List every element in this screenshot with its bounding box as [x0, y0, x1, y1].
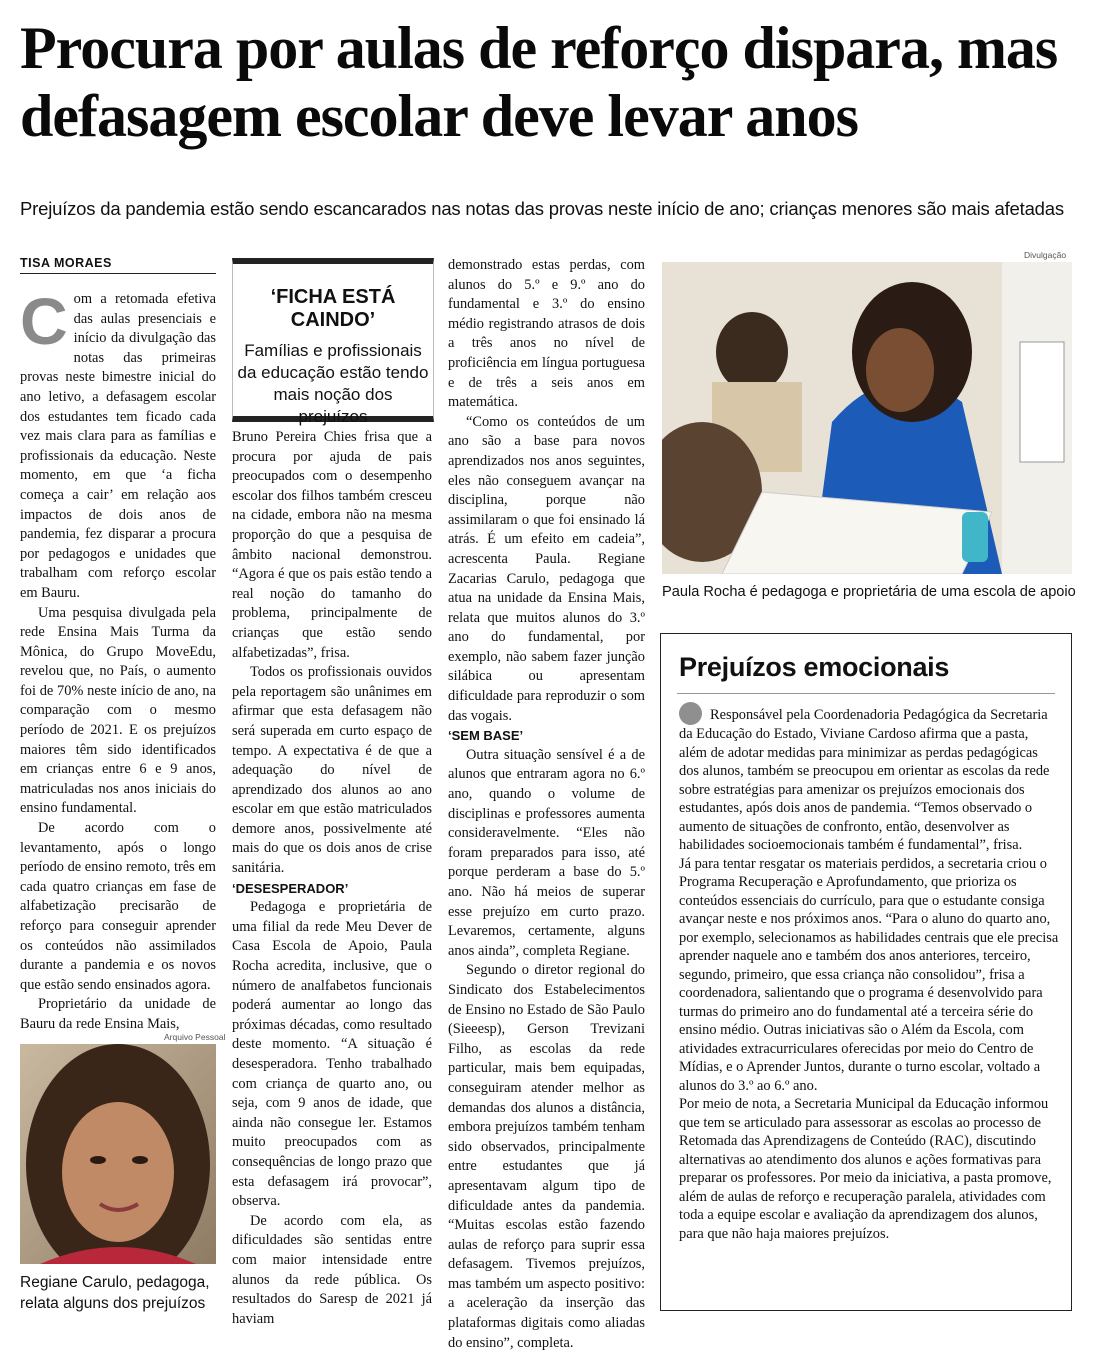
paragraph: Responsável pela Coordenadoria Pedagógica da Secretaria da Educação do Estado, Viviane Cardoso afirma que a pasta, além de adotar medidas para minimizar as perdas pedagógicas dos alunos, também se preocupou em orientar as escolas da rede sobre estratégias para amenizar os prejuízos emocionais dos estudantes, após dois anos de pandemia. “Temos observado o aumento de situações de confronto, então, desenvolver as habilidades socioemocionais também é fundamental”, frisa. — [679, 702, 1059, 855]
subheadline: Prejuízos da pandemia estão sendo escancarados nas notas das provas neste início de ano; crianças menores são mais afetadas — [20, 198, 1064, 219]
paragraph: demonstrado estas perdas, com alunos do 5.º e 9.º ano do fundamental e 3.º do ensino médio registrando atrasos de dois a três anos no nível de proficiência em língua portuguesa e de três a seis anos em matemática. — [448, 257, 645, 411]
portrait-photo-art — [20, 1044, 216, 1264]
paragraph: Bruno Pereira Chies frisa que a procura por ajuda de pais preocupados com o desempenho escolar dos filhos também cresceu na cidade, embora não na mesma proporção do que a pesquisa de âmbito nacional demonstrou. “Agora é que os pais estão tendo a real noção do tamanho do problema, principalmente de crianças que estão sendo alfabetizadas”, frisa. — [232, 429, 432, 661]
photo-credit: Divulgação — [1024, 250, 1067, 260]
sidebar-title: Prejuízos emocionais — [679, 652, 950, 682]
headline: Procura por aulas de reforço dispara, mas defasagem escolar deve levar anos — [20, 15, 1058, 149]
section-heading: ‘SEM BASE’ — [448, 728, 524, 744]
paragraph: Uma pesquisa divulgada pela rede Ensina Mais Turma da Mônica, do Grupo MoveEdu, revelou que, no País, o aumento foi de 70% neste início de ano, na comparação com o mesmo período de 2021. E os prejuízos maiores têm sido identificados em crianças entre 6 e 9 anos, matriculadas nos anos iniciais do ensino fundamental. — [20, 604, 216, 817]
article-column-2 — [232, 428, 432, 1329]
paragraph: Proprietário da unidade de Bauru da rede Ensina Mais, — [20, 996, 216, 1032]
paragraph: Outra situação sensível é a de alunos que entraram agora no 6.º ano, quando o volume de disciplinas e professores aumenta consideravelmente. “Eles não foram preparados para isso, até porque perderam a base do 5.º ano. Não há meios de superar esse prejuízo em curto prazo. Levaremos, certamente, alguns anos ainda”, completa Regiane. — [448, 746, 645, 959]
sidebar-box — [660, 633, 1072, 1311]
photo-caption: Paula Rocha é pedagoga e proprietária de uma escola de apoio — [662, 584, 1076, 600]
bullet-dot-icon — [679, 702, 702, 725]
article-column-1 — [20, 284, 216, 1035]
sidebar-text — [679, 702, 1059, 1243]
byline: TISA MORAES — [20, 256, 216, 274]
photo-caption: Regiane Carulo, pedagoga, relata alguns dos prejuízos — [20, 1274, 210, 1312]
paragraph: Todos os profissionais ouvidos pela reportagem são unânimes em afirmar que esta defasagem não será superada em curto espaço de tempo. A expectativa é de que a adequação do nível de aprendizado dos alunos ao ano escolar em que estão matriculados demore anos, possivelmente até mais do que os dois anos de crise sanitária. — [232, 664, 432, 877]
pull-quote-text: Famílias e profissionais da educação estão tendo mais noção dos prejuízos — [237, 341, 429, 426]
teacher-photo — [662, 262, 1072, 574]
sidebar-divider — [677, 693, 1055, 694]
paragraph: Já para tentar resgatar os materiais perdidos, a secretaria criou o Programa Recuperação e Aprofundamento, que prioriza os conteúdos essenciais do currículo, para que o estudante consiga avançar neste e nos próximos anos. “Para o aluno do quarto ano, por exemplo, selecionamos as habilidades centrais que ele precisa aprender naquele ano e também dos anos anteriores, terceiro, segundo, primeiro, que essa criança não consolidou”, frisa a coordenadora, salientando que o programa é desenvolvido para turmas do primeiro ano do fundamental até a terceira série do ensino médio. Outras iniciativas são o Além da Escola, com atividades extracurriculares oferecidas por meio do Centro de Mídias, e o Aprender Juntos, durante o turno escolar, voltado a alunos do 3.º ao 6.º ano. — [679, 855, 1059, 1094]
photo-credit: Arquivo Pessoal — [164, 1032, 226, 1042]
article-column-3 — [448, 256, 645, 1353]
drop-cap: C — [20, 284, 68, 358]
pull-quote-title: ‘FICHA ESTÁ CAINDO’ — [270, 286, 396, 331]
paragraph: “Como os conteúdos de um ano são a base para novos aprendizados nos anos seguintes, eles não conseguem avançar na disciplina, porque não assimilaram o que foi ensinado lá atrás. É um efeito em cadeia”, acrescenta Paula. Regiane Zacarias Carulo, pedagoga que atua na unidade da Ensina Mais, relata que muitos alunos do 3.º ano do fundamental, por exemplo, não sabem fazer junção silábica ou apresentam dificuldade para reproduzir o som das vogais. — [448, 413, 645, 724]
paragraph: De acordo com ela, as dificuldades são sentidas entre com maior intensidade entre alunos da rede pública. Os resultados do Saresp de 2021 já haviam — [232, 1212, 432, 1327]
paragraph: Com a retomada efetiva das aulas presenciais e início da divulgação das notas das primeiras provas neste bimestre inicial do ano letivo, a defasagem escolar dos estudantes tem ficado cada vez mais clara para as famílias e profissionais da educação. Neste momento, em que ‘a ficha começa a cair’ em relação aos impactos de dois anos de pandemia, fez disparar a procura por pedagogos e unidades que trabalham com reforço escolar em Bauru. — [20, 284, 216, 601]
portrait-photo — [20, 1044, 216, 1264]
paragraph: Por meio de nota, a Secretaria Municipal da Educação informou que tem se articulado para assessorar as escolas ao processo de Retomada das Aprendizagens de Conteúdo (RAC), discutindo alternativas ao atendimento dos alunos e ações formativas para preparar os professores. Por meio da iniciativa, a pasta promove, além de aulas de reforço e recuperação paralela, atividades com toda a equipe escolar e avaliação da aprendizagem dos alunos, para que não haja maiores prejuízos. — [679, 1096, 1052, 1242]
teacher-photo-art — [662, 262, 1072, 574]
paragraph: Segundo o diretor regional do Sindicato dos Estabelecimentos de Ensino no Estado de São Paulo (Sieeesp), Gerson Trevizani Filho, as escolas da rede particular, mais bem equipadas, conseguiram atender melhor as demandas dos alunos a distância, embora prejuízos também tenham sido observados, principalmente entre estudantes que já apresentavam algum tipo de dificuldade antes da pandemia. “Muitas escolas estão fazendo aulas de reforço para suprir essa defasagem. Tivemos prejuízos, mas também um aspecto positivo: a aceleração da inserção das plataformas digitais como aliadas do ensino”, completa. — [448, 962, 645, 1351]
paragraph: Pedagoga e proprietária de uma filial da rede Meu Dever de Casa Escola de Apoio, Paula Rocha acredita, inclusive, que o número de analfabetos funcionais poderá aumentar ao longo das próximas décadas, como resultado deste momento. “A situação é desesperadora. Tenho trabalhado com criança de quarto ano, ou seja, com 9 anos de idade, que ainda não consegue ler. Estamos muito preocupados com as consequências de longo prazo que esta defasagem irá provocar”, observa. — [232, 899, 432, 1210]
section-heading: ‘DESESPERADOR’ — [232, 880, 349, 896]
pull-quote-box — [232, 258, 434, 426]
paragraph: De acordo com o levantamento, após o longo período de ensino remoto, três em cada quatro crianças em fase de alfabetização precisarão de reforço para conseguir aprender os conteúdos não assimilados durante a pandemia e os novos que estão sendo ensinados agora. — [20, 820, 216, 993]
